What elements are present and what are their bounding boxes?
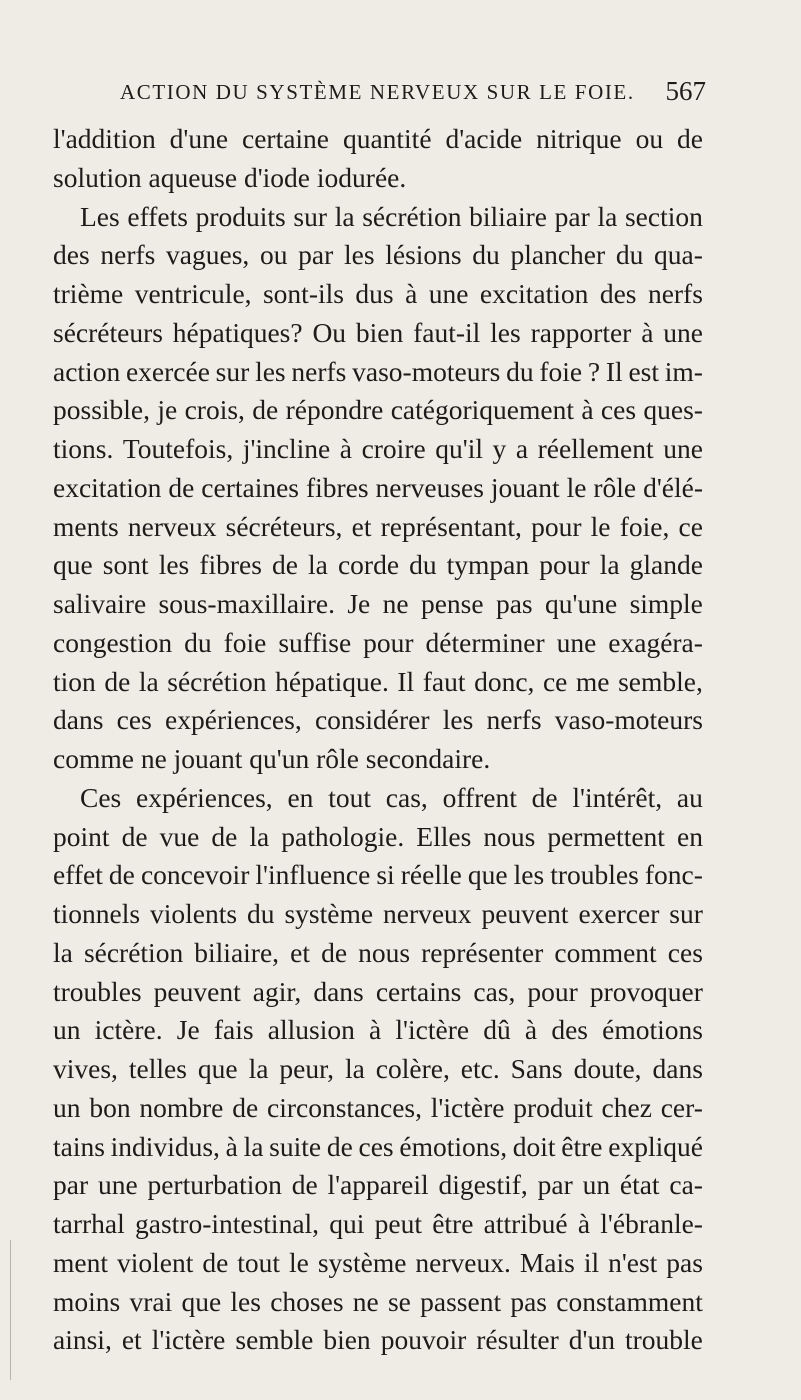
text-line: ments nerveux sécréteurs, et représentant, pour le foie, ce xyxy=(53,510,703,542)
text-line: vives, telles que la peur, la colère, etc. Sans doute, dans xyxy=(53,1053,703,1084)
text-line: Ces expériences, en tout cas, offrent de l'intérêt, au xyxy=(80,781,703,813)
text-line: la sécrétion biliaire, et de nous représenter comment ces xyxy=(53,936,703,968)
text-line: Les effets produits sur la sécrétion biliaire par la section xyxy=(80,200,703,232)
text-line: moins vrai que les choses ne se passent pas constamment xyxy=(53,1285,703,1317)
text-line: comme ne jouant qu'un rôle secondaire. xyxy=(53,743,491,774)
page-number: 567 xyxy=(665,76,706,106)
text-line: par une perturbation de l'appareil digestif, par un état ca- xyxy=(53,1169,703,1201)
text-line: salivaire sous-maxillaire. Je ne pense pas qu'une simple xyxy=(53,588,703,619)
text-line: un bon nombre de circonstances, l'ictère produit chez cer- xyxy=(53,1091,703,1123)
text-line: ainsi, et l'ictère semble bien pouvoir résulter d'un trouble xyxy=(53,1324,703,1356)
text-line: effet de concevoir l'influence si réelle que les troubles fonc- xyxy=(53,859,703,891)
page-edge-shadow xyxy=(10,1240,11,1380)
text-line: ment violent de tout le système nerveux. Mais il n'est pas xyxy=(53,1246,703,1278)
text-line: solution aqueuse d'iode iodurée. xyxy=(53,161,407,193)
text-line: tains individus, à la suite de ces émotions, doit être expliqué xyxy=(53,1130,703,1162)
text-line: tionnels violents du système nerveux peuvent exercer sur xyxy=(53,898,703,929)
text-line: l'addition d'une certaine quantité d'acide nitrique ou de xyxy=(53,123,703,154)
text-line: congestion du foie suffise pour déterminer une exagéra- xyxy=(53,626,703,658)
running-title: ACTION DU SYSTÈME NERVEUX SUR LE FOIE. xyxy=(120,80,635,104)
text-line: point de vue de la pathologie. Elles nous permettent en xyxy=(53,820,703,852)
text-line: tion de la sécrétion hépatique. Il faut donc, ce me semble, xyxy=(53,665,703,697)
text-line: dans ces expériences, considérer les nerfs vaso-moteurs xyxy=(53,704,703,736)
text-line: action exercée sur les nerfs vaso-moteurs du foie ? Il est im- xyxy=(53,355,703,387)
text-line: un ictère. Je fais allusion à l'ictère dû à des émotions xyxy=(53,1014,703,1046)
text-line: possible, je crois, de répondre catégoriquement à ces ques- xyxy=(53,394,703,426)
text-line: tarrhal gastro-intestinal, qui peut être attribué à l'ébranle- xyxy=(53,1208,703,1239)
text-line: trième ventricule, sont-ils dus à une excitation des nerfs xyxy=(53,278,703,309)
text-line: des nerfs vagues, ou par les lésions du plancher du qua- xyxy=(53,239,703,271)
body-text xyxy=(53,120,703,1360)
text-line: excitation de certaines fibres nerveuses jouant le rôle d'élé- xyxy=(53,471,703,503)
text-line: troubles peuvent agir, dans certains cas, pour provoquer xyxy=(53,975,703,1007)
running-head xyxy=(120,76,706,112)
text-line: que sont les fibres de la corde du tympan pour la glande xyxy=(53,549,703,581)
text-line: sécréteurs hépatiques? Ou bien faut-il les rapporter à une xyxy=(53,316,703,348)
text-line: tions. Toutefois, j'incline à croire qu'il y a réellement une xyxy=(53,433,703,464)
